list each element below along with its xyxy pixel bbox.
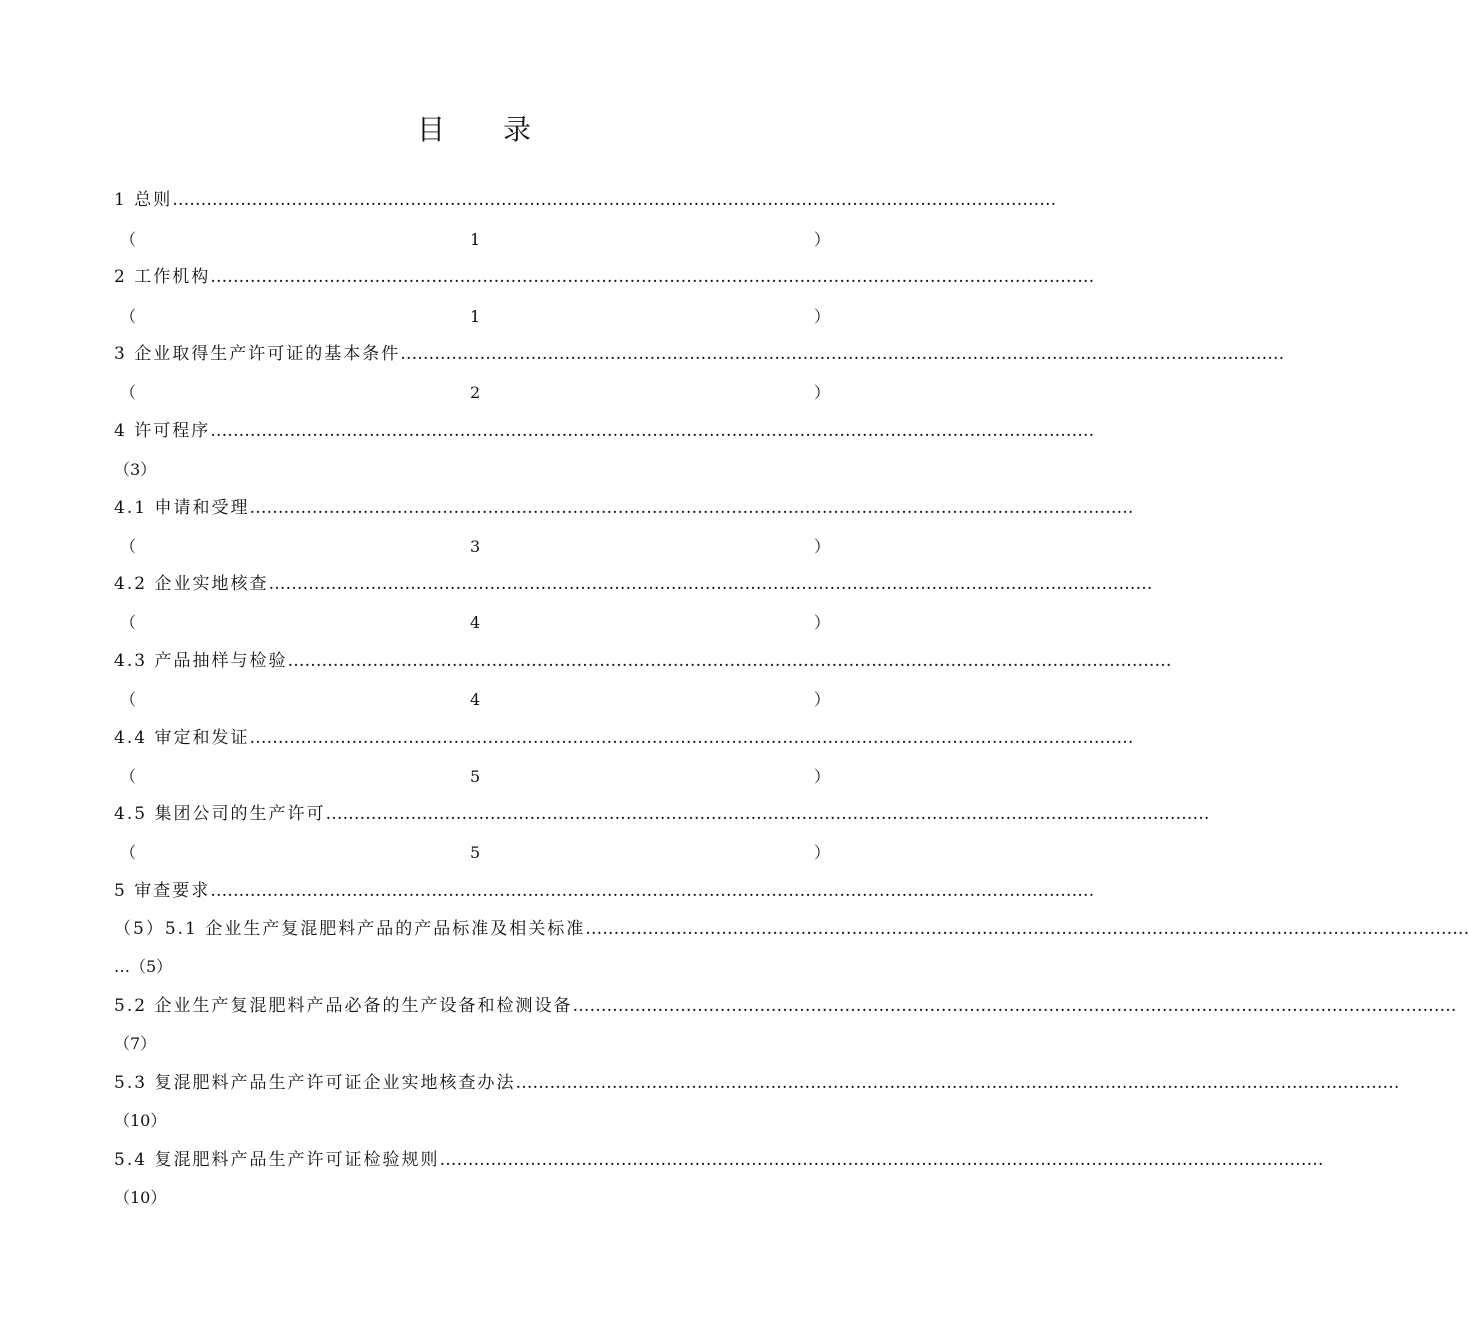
page-ref-close: ） xyxy=(813,767,830,786)
toc-entry-5-4[interactable] xyxy=(114,1148,1324,1172)
toc-entry-label: 1 总则 xyxy=(114,190,173,210)
toc-page-ref-5-3: （10） xyxy=(114,1111,167,1130)
toc-page-ref-5-2: （7） xyxy=(114,1034,157,1053)
toc-leader-dots: ………………………………………………………………………………………………………………………………………… xyxy=(249,728,1134,748)
toc-leader-dots: ………………………………………………………………………………………………………………………………………… xyxy=(572,996,1457,1016)
page-ref-open: （ xyxy=(120,537,137,556)
page-ref-open: （ xyxy=(120,767,137,786)
page-ref-close: ） xyxy=(813,613,830,632)
toc-page-ref-1 xyxy=(114,228,836,252)
toc-entry-label: 5.4 复混肥料产品生产许可证检验规则 xyxy=(114,1150,440,1170)
toc-page-ref-5-1: …（5） xyxy=(114,957,173,976)
toc-entry-label: 4 许可程序 xyxy=(114,421,211,441)
toc-page-ref-4-1 xyxy=(114,535,836,559)
page-number: 5 xyxy=(470,843,481,862)
page-ref-open: （ xyxy=(120,613,137,632)
toc-leader-dots: ………………………………………………………………………………………………………………………………………… xyxy=(172,190,1057,210)
toc-leader-dots: ………………………………………………………………………………………………………………………………………… xyxy=(287,651,1172,671)
page-number: 5 xyxy=(470,767,481,786)
page-number: 4 xyxy=(470,613,481,632)
page-ref-close: ） xyxy=(813,383,830,402)
toc-page-ref-3 xyxy=(114,381,836,405)
toc-leader-dots: ………………………………………………………………………………………………………………………………………… xyxy=(210,881,1095,901)
toc-leader-dots: ………………………………………………………………………………………………………………………………………… xyxy=(439,1150,1324,1170)
toc-entry-label: 3 企业取得生产许可证的基本条件 xyxy=(114,344,401,364)
toc-entry-label: 4.1 申请和受理 xyxy=(114,498,250,518)
toc-entry-4-3[interactable] xyxy=(114,649,1172,673)
toc-title-part2: 录 xyxy=(503,113,534,146)
toc-title-part1: 目 xyxy=(416,113,447,146)
toc-entry-5-2[interactable] xyxy=(114,994,1457,1018)
page-number: 3 xyxy=(470,537,481,556)
toc-entry-label: 4.5 集团公司的生产许可 xyxy=(114,804,326,824)
page-ref-close: ） xyxy=(813,230,830,249)
toc-leader-dots: ………………………………………………………………………………………………………………………………………… xyxy=(400,344,1285,364)
toc-entry-label: 4.4 审定和发证 xyxy=(114,728,250,748)
page-ref-close: ） xyxy=(813,537,830,556)
page-ref-open: （ xyxy=(120,383,137,402)
toc-entry-5-3[interactable] xyxy=(114,1071,1400,1095)
toc-entry-4-2[interactable] xyxy=(114,572,1153,596)
toc-entry-4-1[interactable] xyxy=(114,496,1134,520)
toc-leader-dots: ………………………………………………………………………………………………………………………………………… xyxy=(249,498,1134,518)
toc-page-ref-4-3 xyxy=(114,688,836,712)
toc-page-ref-4-2 xyxy=(114,611,836,635)
page-number: 4 xyxy=(470,690,481,709)
toc-leader-dots: ………………………………………………………………………………………………………………………………………… xyxy=(325,804,1210,824)
toc-page-ref-5-4: （10） xyxy=(114,1188,167,1207)
toc-leader-dots: ………………………………………………………………………………………………………………………………………… xyxy=(210,421,1095,441)
page-number: 1 xyxy=(470,230,481,249)
toc-page-ref-2 xyxy=(114,305,836,329)
toc-leader-dots: ………………………………………………………………………………………………………………………………………… xyxy=(268,574,1153,594)
toc-title xyxy=(0,108,950,148)
toc-page-ref-4: （3） xyxy=(114,460,157,479)
toc-entry-3[interactable] xyxy=(114,342,1285,366)
toc-page-ref-4-4 xyxy=(114,765,836,789)
page-ref-close: ） xyxy=(813,690,830,709)
toc-entry-label: （5）5.1 企业生产复混肥料产品的产品标准及相关标准 xyxy=(114,919,586,939)
toc-entry-1[interactable] xyxy=(114,188,1057,212)
page-ref-close: ） xyxy=(813,843,830,862)
toc-entry-label: 4.3 产品抽样与检验 xyxy=(114,651,288,671)
toc-leader-dots: ………………………………………………………………………………………………………………………………………… xyxy=(585,919,1469,939)
toc-entry-2[interactable] xyxy=(114,265,1095,289)
toc-leader-dots: ………………………………………………………………………………………………………………………………………… xyxy=(210,267,1095,287)
toc-entry-4-5[interactable] xyxy=(114,802,1210,826)
toc-entry-4-4[interactable] xyxy=(114,726,1134,750)
page-number: 2 xyxy=(470,383,481,402)
page-number: 1 xyxy=(470,307,481,326)
toc-entry-label: 5.2 企业生产复混肥料产品必备的生产设备和检测设备 xyxy=(114,996,573,1016)
toc-entry-5-1[interactable] xyxy=(114,917,1469,941)
page-ref-open: （ xyxy=(120,230,137,249)
page-ref-open: （ xyxy=(120,843,137,862)
toc-entry-label: 2 工作机构 xyxy=(114,267,211,287)
toc-entry-label: 4.2 企业实地核查 xyxy=(114,574,269,594)
toc-leader-dots: ………………………………………………………………………………………………………………………………………… xyxy=(515,1073,1400,1093)
page-ref-open: （ xyxy=(120,690,137,709)
toc-page-ref-4-5 xyxy=(114,841,836,865)
page-ref-close: ） xyxy=(813,307,830,326)
toc-entry-4[interactable] xyxy=(114,419,1095,443)
toc-entry-label: 5 审查要求 xyxy=(114,881,211,901)
toc-entry-5[interactable] xyxy=(114,879,1095,903)
toc-entry-label: 5.3 复混肥料产品生产许可证企业实地核查办法 xyxy=(114,1073,516,1093)
page-ref-open: （ xyxy=(120,307,137,326)
